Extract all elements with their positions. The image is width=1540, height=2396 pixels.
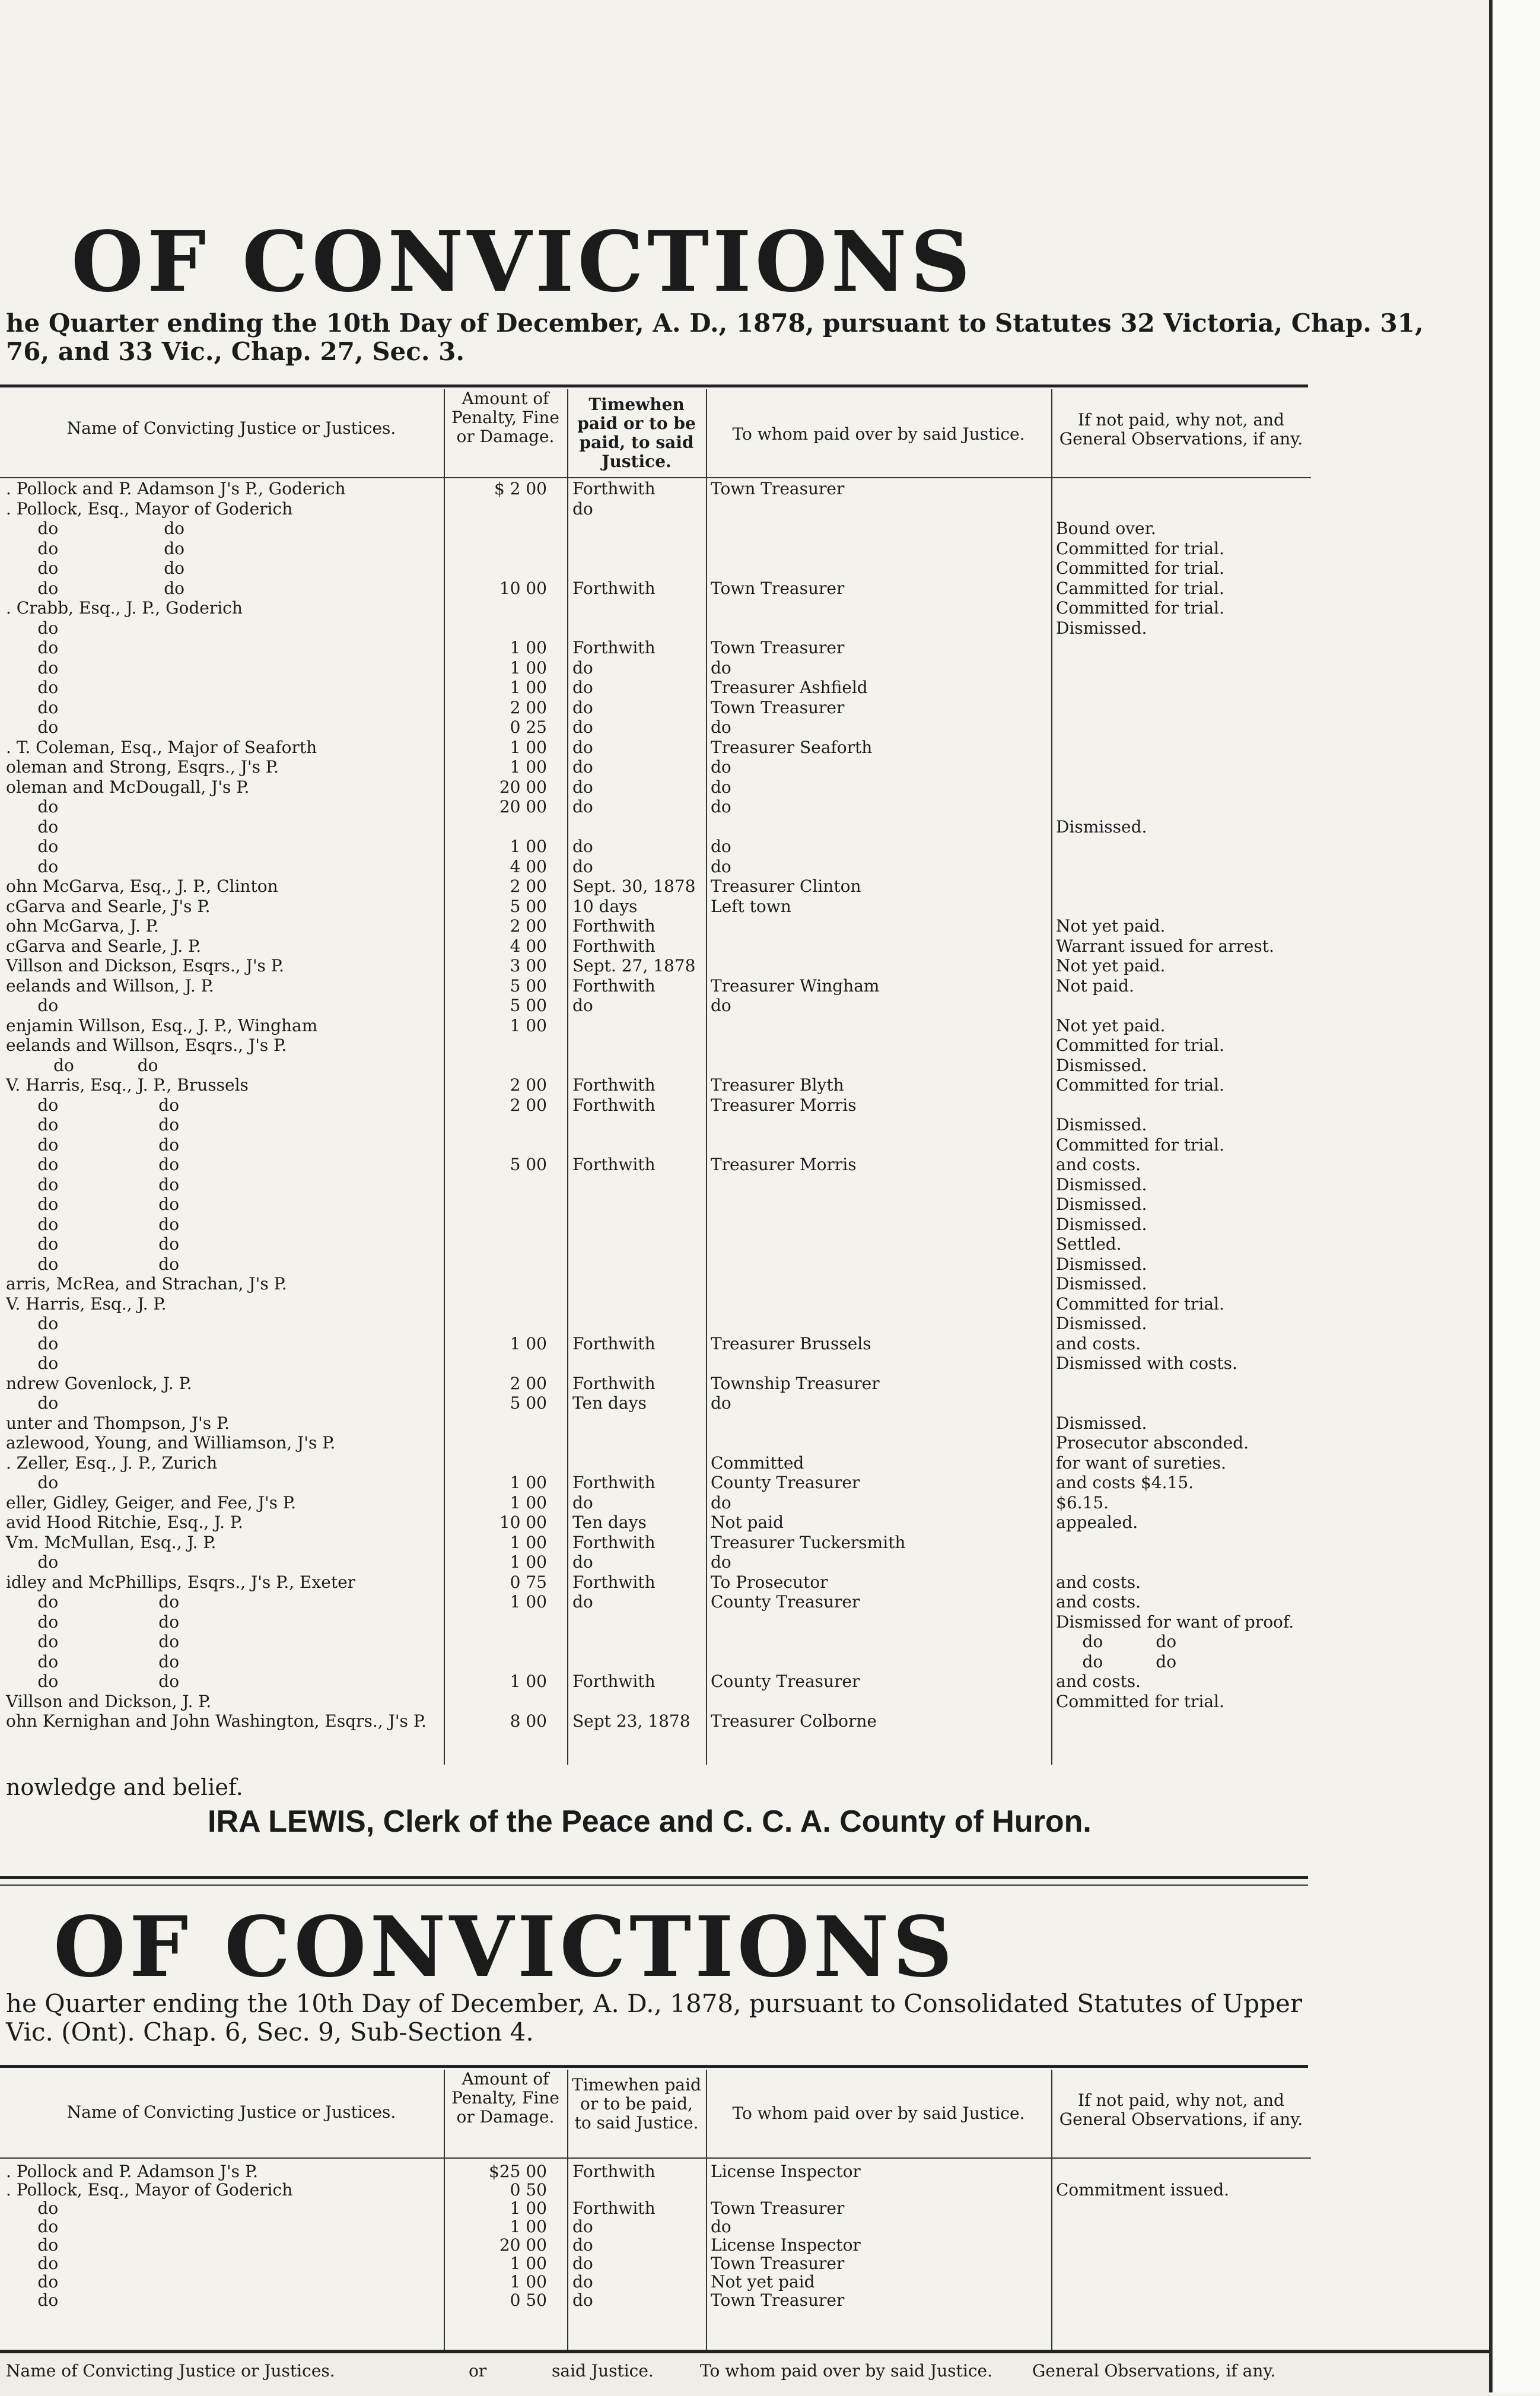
header-obs: If not paid, why not, and General Observations, if any. [1059, 410, 1303, 449]
table-cell-amount: 1 00 [510, 737, 547, 757]
table-cell-name: do [6, 2290, 59, 2310]
clerk-signature: IRA LEWIS, Clerk of the Peace and C. C. A. County of Huron. [208, 1804, 1092, 1839]
table-cell-obs: for want of sureties. [1056, 1453, 1226, 1473]
table-cell-obs: Not yet paid. [1056, 1015, 1166, 1035]
table-cell-name: do [6, 1393, 59, 1413]
table-cell-amount: 5 00 [510, 896, 547, 916]
table-cell-obs: and costs. [1056, 1333, 1141, 1353]
table-cell-amount: 1 00 [510, 1333, 547, 1353]
table-cell-amount: 2 00 [510, 1075, 547, 1095]
table-cell-name: cGarva and Searle, J's P. [6, 896, 211, 916]
table-cell-time: 10 days [572, 896, 638, 916]
table-cell-name: do [6, 837, 59, 856]
table-cell-amount: 5 00 [510, 1155, 547, 1174]
table-cell-amount: 1 00 [510, 1672, 547, 1691]
table-cell-time: Sept 23, 1878 [572, 1711, 691, 1731]
table-cell-name: do [6, 2198, 59, 2218]
table-cell-name: do do [6, 1135, 180, 1155]
table-cell-name: azlewood, Young, and Williamson, J's P. [6, 1433, 336, 1453]
table-cell-name: eelands and Willson, J. P. [6, 975, 214, 996]
table-cell-time: do [572, 996, 593, 1015]
table-cell-whom: Treasurer Seaforth [711, 737, 873, 757]
table-cell-time: do [572, 697, 593, 717]
table-cell-whom: do [711, 837, 731, 856]
table-cell-name: . Pollock and P. Adamson J's P. [6, 2162, 259, 2181]
table-cell-time: do [572, 678, 593, 697]
table-cell-time: do [572, 2235, 593, 2255]
table-cell-obs: appealed. [1056, 1512, 1138, 1532]
table-cell-amount: 1 00 [510, 757, 547, 777]
table-cell-name: do do [6, 519, 184, 538]
table-cell-time: Forthwith [572, 1333, 656, 1353]
table-cell-name: oleman and McDougall, J's P. [6, 777, 250, 797]
table-cell-name: do do [6, 1672, 180, 1691]
table-cell-whom: To Prosecutor [711, 1572, 828, 1592]
section2-subtitle-line1: he Quarter ending the 10th Day of December, A. D., 1878, pursuant to Consolidated Statutes of Upper [6, 1989, 1302, 2018]
section2-top-rule [0, 2065, 1308, 2068]
section1-title: OF CONVICTIONS [71, 214, 974, 311]
table-cell-time: Forthwith [572, 1532, 656, 1552]
table-cell-whom: do [711, 657, 731, 678]
table-cell-name: do do [6, 558, 184, 578]
table-cell-obs: Committed for trial. [1056, 598, 1224, 618]
table-cell-time: do [572, 757, 593, 777]
table-cell-obs: and costs. [1056, 1672, 1141, 1691]
header-name: Name of Convicting Justice or Justices. [66, 2102, 396, 2122]
table-cell-name: . Pollock, Esq., Mayor of Goderich [6, 2180, 293, 2200]
table-cell-name: ohn McGarva, Esq., J. P., Clinton [6, 876, 278, 896]
table-cell-obs: Dismissed. [1056, 1115, 1147, 1135]
table-cell-whom: License Inspector [711, 2162, 861, 2181]
table-cell-whom: do [711, 1393, 731, 1413]
table-cell-amount: 2 00 [510, 1373, 547, 1393]
table-cell-name: enjamin Willson, Esq., J. P., Wingham [6, 1015, 318, 1035]
table-cell-name: do [6, 996, 59, 1015]
table-cell-obs: Committed for trial. [1056, 1035, 1224, 1055]
table-cell-amount: 2 00 [510, 697, 547, 717]
table-cell-obs: Cammitted for trial. [1056, 578, 1224, 598]
table-cell-name: ohn McGarva, J. P. [6, 916, 159, 936]
table-cell-name: Vm. McMullan, Esq., J. P. [6, 1532, 217, 1552]
table-cell-name: do [6, 638, 59, 657]
table-cell-amount: 3 00 [510, 956, 547, 975]
table-cell-time: Forthwith [572, 1095, 656, 1115]
table-cell-time: Forthwith [572, 1155, 656, 1174]
table-cell-time: Forthwith [572, 1373, 656, 1393]
table-cell-name: unter and Thompson, J's P. [6, 1413, 230, 1433]
table-cell-whom: do [711, 777, 731, 797]
column-divider [567, 389, 568, 1765]
column-divider [567, 2070, 568, 2350]
table-cell-obs: Bound over. [1056, 519, 1156, 538]
table-cell-name: do do [6, 1254, 180, 1274]
table-cell-name: do do [6, 1095, 180, 1115]
table-cell-obs: Committed for trial. [1056, 1135, 1224, 1155]
table-cell-time: Forthwith [572, 2162, 656, 2181]
table-cell-amount: 5 00 [510, 996, 547, 1015]
table-cell-time: do [572, 2254, 593, 2273]
strip-time: said Justice. [552, 2361, 654, 2381]
section-divider-rule [0, 1876, 1308, 1879]
section2-table [0, 2070, 1311, 2350]
table-cell-amount: 1 00 [510, 1552, 547, 1572]
table-cell-amount: 1 00 [510, 2217, 547, 2236]
section1-table [0, 389, 1311, 1765]
table-cell-amount: 1 00 [510, 2272, 547, 2292]
table-cell-whom: Town Treasurer [711, 479, 845, 498]
table-cell-whom: County Treasurer [711, 1473, 860, 1492]
table-cell-name: do [6, 816, 59, 837]
strip-name: Name of Convicting Justice or Justices. [6, 2361, 335, 2381]
header-amount: Amount of Penalty, Fine or Damage. [451, 389, 559, 446]
table-cell-amount: 10 00 [499, 578, 547, 598]
column-divider [444, 389, 445, 1765]
table-cell-time: do [572, 2290, 593, 2310]
table-cell-time: do [572, 657, 593, 678]
section2-subtitle-line2: Vic. (Ont). Chap. 6, Sec. 9, Sub-Section 4. [6, 2017, 534, 2047]
table-cell-time: Forthwith [572, 1572, 656, 1592]
header-rule [0, 2157, 1311, 2159]
table-cell-name: V. Harris, Esq., J. P., Brussels [6, 1075, 249, 1095]
table-cell-whom: Treasurer Colborne [711, 1711, 877, 1731]
table-cell-time: Forthwith [572, 916, 656, 936]
table-cell-name: do [6, 717, 59, 737]
table-cell-amount: 1 00 [510, 678, 547, 697]
table-cell-amount: 10 00 [499, 1512, 547, 1532]
table-cell-time: Forthwith [572, 936, 656, 956]
header-obs: If not paid, why not, and General Observations, if any. [1059, 2090, 1303, 2129]
table-cell-whom: Not yet paid [711, 2272, 815, 2292]
table-cell-name: do do [6, 1115, 180, 1135]
table-cell-time: Sept. 30, 1878 [572, 876, 696, 896]
table-cell-time: Forthwith [572, 1473, 656, 1492]
table-cell-amount: 20 00 [499, 2235, 547, 2255]
table-cell-obs: Committed for trial. [1056, 538, 1224, 558]
table-cell-whom: do [711, 1492, 731, 1512]
table-cell-name: . Zeller, Esq., J. P., Zurich [6, 1453, 218, 1473]
table-cell-whom: Town Treasurer [711, 578, 845, 598]
table-cell-obs: Dismissed. [1056, 1055, 1147, 1075]
table-cell-name: do [6, 856, 59, 876]
table-cell-obs: Not yet paid. [1056, 916, 1166, 936]
table-cell-amount: $25 00 [489, 2162, 547, 2181]
table-cell-whom: Township Treasurer [711, 1373, 880, 1393]
column-divider [1051, 389, 1052, 1765]
table-cell-whom: County Treasurer [711, 1592, 860, 1612]
table-cell-name: do do [6, 1592, 180, 1612]
table-cell-name: do [6, 657, 59, 678]
table-cell-whom: Treasurer Tuckersmith [711, 1532, 906, 1552]
table-cell-amount: 4 00 [510, 936, 547, 956]
table-cell-name: do [6, 697, 59, 717]
table-cell-name: do do [6, 1651, 180, 1672]
strip-whom: To whom paid over by said Justice. [700, 2361, 992, 2381]
table-cell-name: do do [6, 1194, 180, 1214]
section2-title: OF CONVICTIONS [53, 1899, 956, 1996]
table-cell-whom: Treasurer Morris [711, 1155, 857, 1174]
table-cell-amount: 0 75 [510, 1572, 547, 1592]
table-cell-name: ndrew Govenlock, J. P. [6, 1373, 192, 1393]
table-cell-name: do do [6, 1055, 158, 1075]
table-cell-time: do [572, 1592, 593, 1612]
table-cell-name: . Pollock, Esq., Mayor of Goderich [6, 498, 293, 519]
table-cell-whom: County Treasurer [711, 1672, 860, 1691]
table-cell-whom: Treasurer Brussels [711, 1333, 871, 1353]
table-cell-time: Ten days [572, 1512, 647, 1532]
table-cell-whom: Treasurer Blyth [711, 1075, 844, 1095]
table-cell-name: do do [6, 1612, 180, 1632]
table-cell-amount: 5 00 [510, 1393, 547, 1413]
table-cell-name: do [6, 678, 59, 697]
table-cell-whom: License Inspector [711, 2235, 861, 2255]
table-cell-amount: 5 00 [510, 975, 547, 996]
table-cell-amount: 1 00 [510, 638, 547, 657]
header-whom: To whom paid over by said Justice. [732, 2103, 1025, 2123]
column-divider [444, 2070, 445, 2350]
table-cell-time: Sept. 27, 1878 [572, 956, 696, 975]
table-cell-time: Forthwith [572, 1075, 656, 1095]
table-cell-time: do [572, 837, 593, 856]
table-cell-time: Forthwith [572, 975, 656, 996]
table-cell-whom: Committed [711, 1453, 804, 1473]
table-cell-time: do [572, 737, 593, 757]
table-cell-name: Villson and Dickson, Esqrs., J's P. [6, 956, 284, 975]
table-cell-obs: Dismissed. [1056, 618, 1147, 638]
table-cell-obs: Prosecutor absconded. [1056, 1433, 1249, 1453]
table-cell-amount: 2 00 [510, 916, 547, 936]
table-cell-name: cGarva and Searle, J. P. [6, 936, 202, 956]
table-cell-obs: Dismissed. [1056, 1194, 1147, 1214]
table-cell-whom: Treasurer Clinton [711, 876, 861, 896]
header-time: Timewhen paid or to be paid, to said Justice. [572, 2075, 701, 2133]
table-cell-obs: Committed for trial. [1056, 1294, 1224, 1314]
table-cell-time: Forthwith [572, 2198, 656, 2218]
table-cell-name: do [6, 2235, 59, 2255]
table-cell-amount: 1 00 [510, 657, 547, 678]
table-cell-obs: do do [1056, 1651, 1177, 1672]
table-cell-time: do [572, 2217, 593, 2236]
next-page-header-strip [0, 2350, 1489, 2396]
section1-top-rule [0, 384, 1308, 387]
table-cell-name: do [6, 797, 59, 816]
table-cell-obs: Dismissed. [1056, 1254, 1147, 1274]
table-cell-name: do do [6, 1234, 180, 1254]
table-cell-name: eelands and Willson, Esqrs., J's P. [6, 1035, 287, 1055]
table-cell-name: . Pollock and P. Adamson J's P., Goderich [6, 479, 346, 498]
table-cell-obs: Dismissed. [1056, 816, 1147, 837]
table-cell-whom: Town Treasurer [711, 638, 845, 657]
table-cell-obs: and costs. [1056, 1592, 1141, 1612]
table-cell-whom: Treasurer Wingham [711, 975, 880, 996]
table-cell-amount: 1 00 [510, 1592, 547, 1612]
table-cell-obs: Commitment issued. [1056, 2180, 1230, 2200]
table-cell-name: do do [6, 1632, 180, 1651]
table-cell-amount: 20 00 [499, 777, 547, 797]
table-cell-time: do [572, 1492, 593, 1512]
table-cell-name: arris, McRea, and Strachan, J's P. [6, 1274, 287, 1294]
column-divider [1051, 2070, 1052, 2350]
table-cell-name: ohn Kernighan and John Washington, Esqrs., J's P. [6, 1711, 427, 1731]
table-cell-time: do [572, 856, 593, 876]
table-cell-whom: Left town [711, 896, 791, 916]
table-cell-whom: Town Treasurer [711, 2198, 845, 2218]
table-cell-whom: do [711, 797, 731, 816]
table-cell-whom: Town Treasurer [711, 2290, 845, 2310]
page-edge [1489, 0, 1540, 2392]
table-cell-name: do [6, 1552, 59, 1572]
table-cell-name: do [6, 1314, 59, 1333]
table-cell-obs: Committed for trial. [1056, 558, 1224, 578]
table-cell-time: Ten days [572, 1393, 647, 1413]
table-cell-whom: do [711, 2217, 731, 2236]
table-cell-name: do do [6, 578, 184, 598]
table-cell-amount: $ 2 00 [494, 479, 547, 498]
table-cell-obs: Not paid. [1056, 975, 1134, 996]
table-cell-whom: Treasurer Ashfield [711, 678, 868, 697]
table-cell-amount: 1 00 [510, 1532, 547, 1552]
table-cell-name: V. Harris, Esq., J. P. [6, 1294, 167, 1314]
strip-amount: or [469, 2361, 487, 2381]
table-cell-whom: do [711, 996, 731, 1015]
table-cell-time: do [572, 797, 593, 816]
table-cell-obs: Warrant issued for arrest. [1056, 936, 1274, 956]
table-cell-whom: do [711, 717, 731, 737]
table-cell-time: Forthwith [572, 1672, 656, 1691]
table-cell-amount: 20 00 [499, 797, 547, 816]
table-cell-obs: and costs. [1056, 1572, 1141, 1592]
table-cell-amount: 1 00 [510, 2254, 547, 2273]
knowledge-line: nowledge and belief. [6, 1774, 243, 1800]
table-cell-name: do do [6, 538, 184, 558]
table-cell-obs: Dismissed. [1056, 1274, 1147, 1294]
table-cell-time: do [572, 717, 593, 737]
table-cell-name: . Crabb, Esq., J. P., Goderich [6, 598, 243, 618]
table-cell-obs: and costs $4.15. [1056, 1473, 1194, 1492]
table-cell-time: do [572, 498, 593, 519]
table-cell-time: Forthwith [572, 638, 656, 657]
table-cell-name: do do [6, 1214, 180, 1234]
header-amount: Amount of Penalty, Fine or Damage. [451, 2069, 559, 2127]
table-cell-obs: Not yet paid. [1056, 956, 1166, 975]
table-cell-whom: Town Treasurer [711, 2254, 845, 2273]
table-cell-amount: 1 00 [510, 1015, 547, 1035]
table-cell-whom: do [711, 1552, 731, 1572]
table-cell-amount: 8 00 [510, 1711, 547, 1731]
header-rule [0, 477, 1311, 478]
table-cell-time: Forthwith [572, 578, 656, 598]
table-cell-amount: 1 00 [510, 837, 547, 856]
table-cell-whom: Treasurer Morris [711, 1095, 857, 1115]
table-cell-name: do [6, 2272, 59, 2292]
table-cell-time: do [572, 777, 593, 797]
table-cell-name: oleman and Strong, Esqrs., J's P. [6, 757, 279, 777]
table-cell-obs: Committed for trial. [1056, 1075, 1224, 1095]
table-cell-obs: $6.15. [1056, 1492, 1109, 1512]
table-cell-whom: Town Treasurer [711, 697, 845, 717]
table-cell-time: do [572, 2272, 593, 2292]
table-cell-obs: Dismissed with costs. [1056, 1353, 1237, 1373]
table-cell-amount: 0 25 [510, 717, 547, 737]
table-cell-name: avid Hood Ritchie, Esq., J. P. [6, 1512, 243, 1532]
column-divider [706, 389, 707, 1765]
table-cell-obs: Dismissed. [1056, 1413, 1147, 1433]
table-cell-amount: 1 00 [510, 2198, 547, 2218]
table-cell-name: do do [6, 1174, 180, 1194]
table-cell-amount: 1 00 [510, 1473, 547, 1492]
table-cell-name: do do [6, 1155, 180, 1174]
section1-subtitle-line1: he Quarter ending the 10th Day of December, A. D., 1878, pursuant to Statutes 32 Victoria, Chap. 31, [6, 309, 1424, 338]
table-cell-amount: 1 00 [510, 1492, 547, 1512]
table-cell-whom: Not paid [711, 1512, 784, 1532]
table-cell-name: . T. Coleman, Esq., Major of Seaforth [6, 737, 317, 757]
table-cell-name: do [6, 2217, 59, 2236]
table-cell-obs: do do [1056, 1632, 1177, 1651]
table-cell-time: Forthwith [572, 479, 656, 498]
table-cell-name: Villson and Dickson, J. P. [6, 1691, 212, 1711]
table-cell-name: do [6, 1353, 59, 1373]
table-cell-obs: and costs. [1056, 1155, 1141, 1174]
section-divider-rule-thin [0, 1885, 1308, 1886]
table-cell-amount: 0 50 [510, 2180, 547, 2200]
header-time: Timewhen paid or to be paid, to said Justice. [577, 395, 696, 471]
table-cell-name: do [6, 1333, 59, 1353]
table-cell-time: do [572, 1552, 593, 1572]
table-cell-obs: Dismissed. [1056, 1174, 1147, 1194]
table-cell-whom: do [711, 757, 731, 777]
table-cell-name: do [6, 1473, 59, 1492]
table-cell-obs: Committed for trial. [1056, 1691, 1224, 1711]
table-cell-obs: Dismissed. [1056, 1214, 1147, 1234]
table-cell-whom: do [711, 856, 731, 876]
table-cell-name: eller, Gidley, Geiger, and Fee, J's P. [6, 1492, 296, 1512]
strip-obs: General Observations, if any. [1032, 2361, 1276, 2381]
table-cell-name: idley and McPhillips, Esqrs., J's P., Exeter [6, 1572, 356, 1592]
table-cell-amount: 2 00 [510, 1095, 547, 1115]
table-cell-obs: Dismissed. [1056, 1314, 1147, 1333]
table-cell-name: do [6, 2254, 59, 2273]
section1-subtitle-line2: 76, and 33 Vic., Chap. 27, Sec. 3. [6, 337, 464, 366]
table-cell-amount: 4 00 [510, 856, 547, 876]
header-whom: To whom paid over by said Justice. [732, 424, 1025, 444]
table-cell-name: do [6, 618, 59, 638]
table-cell-obs: Dismissed for want of proof. [1056, 1612, 1294, 1632]
table-cell-amount: 0 50 [510, 2290, 547, 2310]
table-cell-obs: Settled. [1056, 1234, 1122, 1254]
table-cell-amount: 2 00 [510, 876, 547, 896]
column-divider [706, 2070, 707, 2350]
header-name: Name of Convicting Justice or Justices. [66, 418, 396, 438]
